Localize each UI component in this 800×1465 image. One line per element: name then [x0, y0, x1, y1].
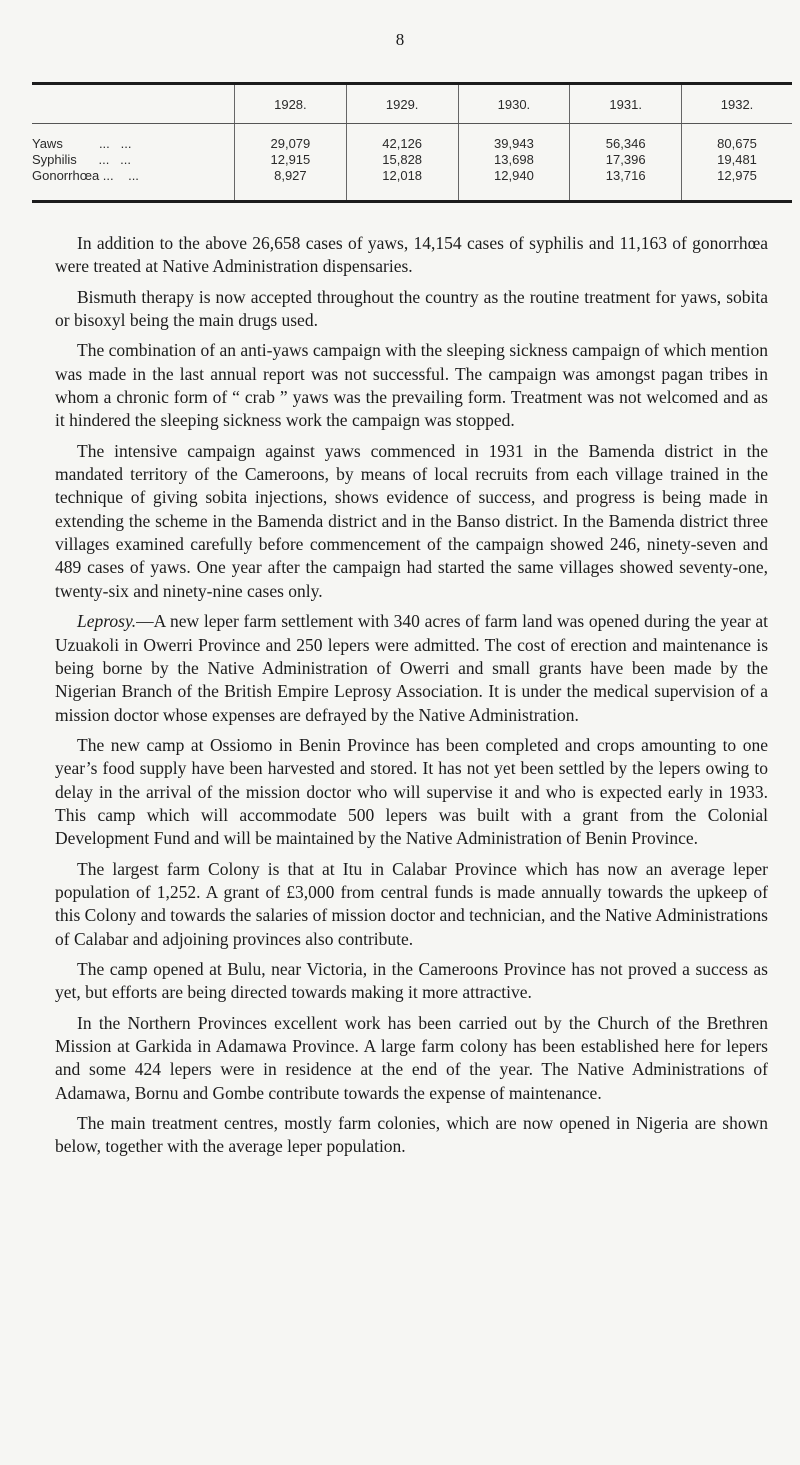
page-number: 8: [395, 30, 405, 49]
paragraph: The new camp at Ossiomo in Benin Province has been completed and crops amounting to one year’s food supply have been harvested and stored. It has not yet been settled by the lepers owing to delay in the arrival of the mission doctor who will supervise it and who is expected early in 1933. This camp which will accommodate 500 lepers was built with a grant from the Colonial Development Fund and will be maintained by the Native Administration of Benin Province.: [55, 734, 768, 849]
table-cell: 8,927: [235, 168, 347, 202]
table-cell: 80,675: [682, 124, 792, 153]
table-header-cell: 1929.: [346, 84, 458, 124]
table-cell: 42,126: [346, 124, 458, 153]
table-cell: 19,481: [682, 152, 792, 168]
paragraph: The intensive campaign against yaws commenced in 1931 in the Bamenda district in the mandated territory of the Cameroons, by means of local recruits from each village trained in the technique of giving sobita injections, shows evidence of success, and progress is being made in extending the scheme in the Bamenda district and in the Banso district. In the Bamenda district three villages examined carefully before commencement of the campaign showed 246, ninety-seven and 489 cases of yaws. One year after the campaign had started the same villages showed seventy-one, twenty-six and ninety-nine cases only.: [55, 440, 768, 601]
table-row: [32, 168, 792, 202]
cases-table: [32, 82, 792, 203]
table-cell: 15,828: [346, 152, 458, 168]
table-row: [32, 124, 792, 153]
paragraph: The combination of an anti-yaws campaign with the sleeping sickness campaign of which mention was made in the last annual report was not successful. The campaign was amongst pagan tribes in whom a chronic form of “ crab ” yaws was the prevailing form. Treatment was not welcomed and as it hindered the sleeping sickness work the campaign was stopped.: [55, 340, 768, 431]
table-header-row: [32, 84, 792, 124]
table-cell: 39,943: [458, 124, 570, 153]
body-text: [55, 232, 768, 1166]
paragraph: In the Northern Provinces excellent work has been carried out by the Church of the Brethren Mission at Garkida in Adamawa Province. A large farm colony has been established here for lepers and some 424 lepers were in residence at the end of the year. The Native Administrations of Adamawa, Bornu and Gombe contribute towards the expense of maintenance.: [55, 1012, 768, 1103]
paragraph: The largest farm Colony is that at Itu in Calabar Province which has now an average leper population of 1,252. A grant of £3,000 from central funds is made annually towards the upkeep of this Colony and towards the salaries of mission doctor and technician, and the Native Administrations of Calabar and adjoining provinces also contribute.: [55, 858, 768, 949]
table-cell: 12,940: [458, 168, 570, 202]
table-cell: 12,915: [235, 152, 347, 168]
table-cell: 17,396: [570, 152, 682, 168]
paragraph: The camp opened at Bulu, near Victoria, in the Cameroons Province has not proved a success as yet, but efforts are being directed towards making it more attractive.: [55, 958, 768, 1003]
paragraph: In addition to the above 26,658 cases of yaws, 14,154 cases of syphilis and 11,163 of gonorrhœa were treated at Native Administration dispensaries.: [55, 233, 768, 277]
table-cell: 29,079: [235, 124, 347, 153]
table-row: [32, 152, 792, 168]
table-cell: 13,698: [458, 152, 570, 168]
leprosy-paragraph: [55, 610, 768, 727]
table-header-cell: 1930.: [458, 84, 570, 124]
row-label: Gonorrhœa ... ...: [32, 168, 235, 202]
table-cell: 12,975: [682, 168, 792, 202]
leprosy-text: —A new leper farm settlement with 340 acres of farm land was opened during the year at Uzuakoli in Owerri Province and 250 lepers were admitted. The cost of erection and maintenance is being borne by the Native Administration of Owerri and small grants have been made by the Nigerian Branch of the British Empire Leprosy Association. It is under the medical supervision of a mission doctor whose expenses are defrayed by the Native Administration.: [55, 611, 768, 725]
leprosy-heading: Leprosy.: [77, 611, 137, 632]
table-cell: 13,716: [570, 168, 682, 202]
paragraph: Bismuth therapy is now accepted throughout the country as the routine treatment for yaws, sobita or bisoxyl being the main drugs used.: [55, 286, 768, 331]
paragraph: The main treatment centres, mostly farm colonies, which are now opened in Nigeria are shown below, together with the average leper population.: [55, 1113, 768, 1157]
table-cell: 56,346: [570, 124, 682, 153]
table-header-cell: [32, 84, 235, 124]
row-label: Syphilis ... ...: [32, 152, 131, 167]
table-cell: 12,018: [346, 168, 458, 202]
table-header-cell: 1928.: [235, 84, 347, 124]
row-label: Yaws ... ...: [32, 136, 132, 151]
table-header-cell: 1931.: [570, 84, 682, 124]
table-header-cell: 1932.: [682, 84, 792, 124]
